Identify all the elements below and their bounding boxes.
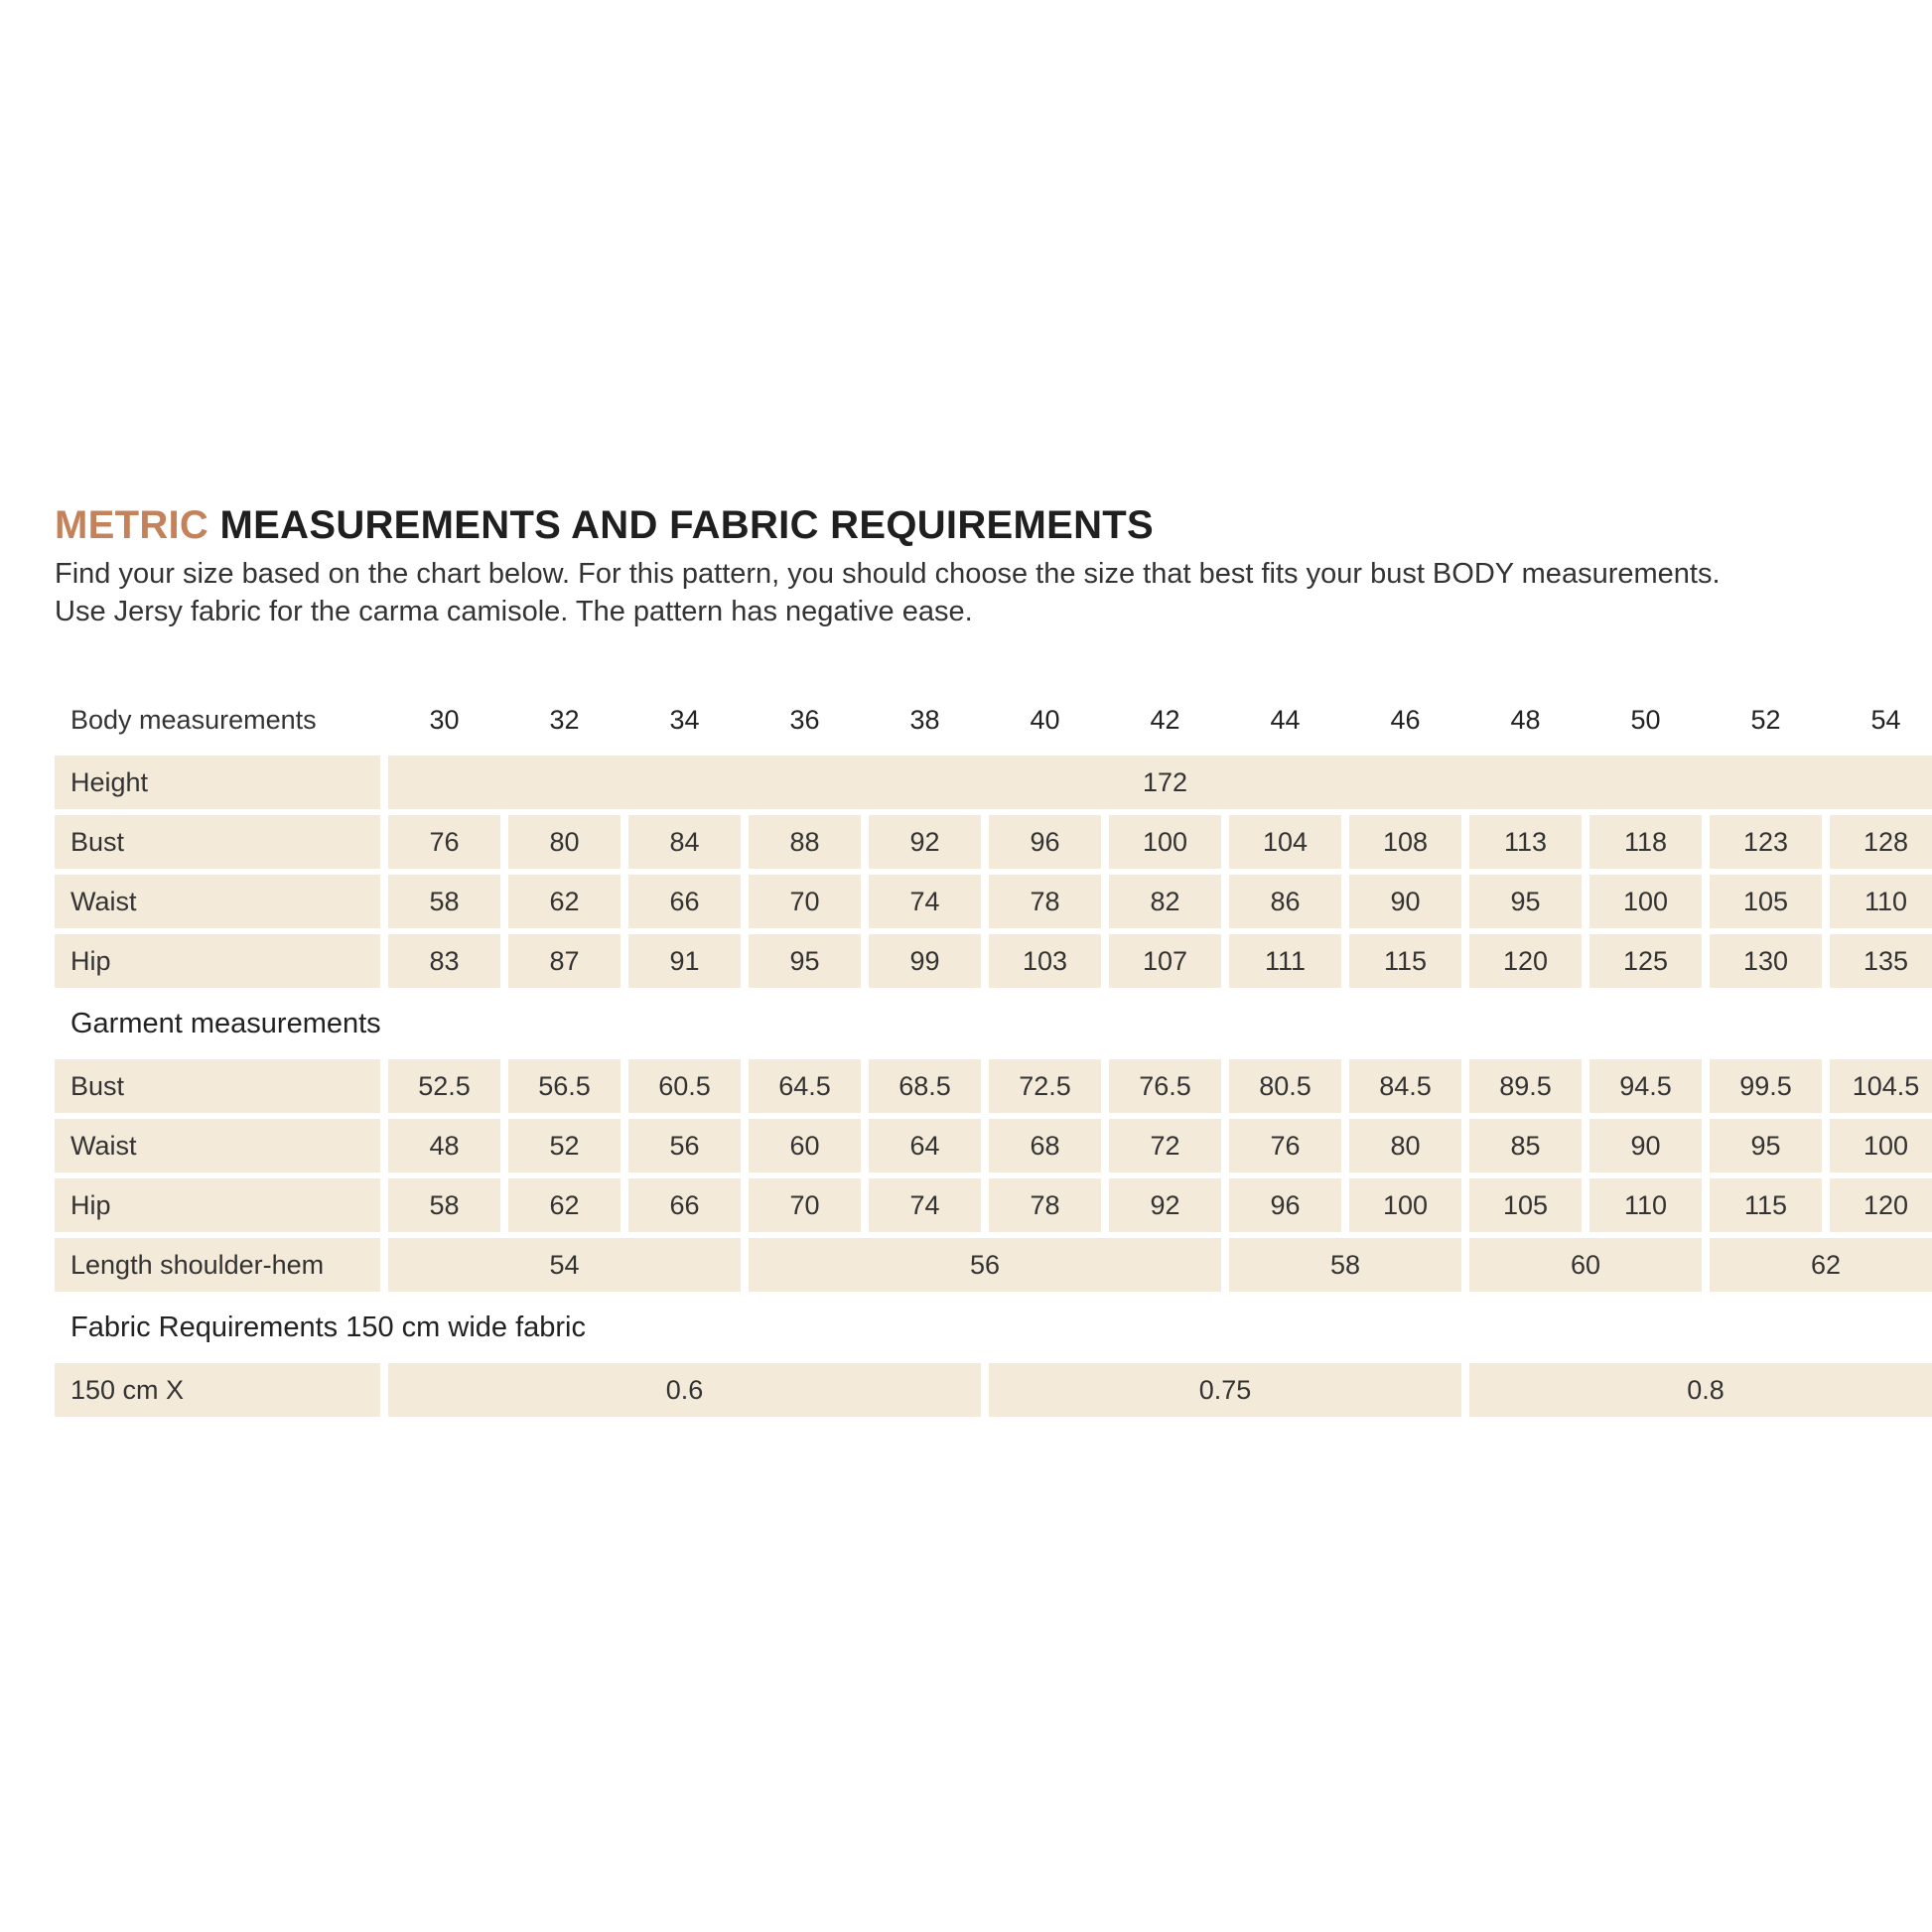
size-header: 30: [429, 704, 460, 735]
table-cell: 92: [869, 815, 981, 869]
table-cell: 74: [869, 1178, 981, 1232]
table-cell: 87: [508, 934, 621, 988]
table-cell: 107: [1109, 934, 1221, 988]
table-cell: 104.5: [1830, 1059, 1932, 1113]
table-cell: 76: [388, 815, 500, 869]
size-chart-table: [55, 690, 1920, 1417]
table-cell: 60.5: [628, 1059, 741, 1113]
table-cell: 115: [1710, 1178, 1822, 1232]
table-cell-merged: 0.6: [388, 1363, 981, 1417]
table-cell: 66: [628, 875, 741, 928]
table-cell: 113: [1469, 815, 1582, 869]
table-cell: 58: [388, 875, 500, 928]
garment-section-title: Garment measurements: [70, 1007, 381, 1039]
table-cell: 68: [989, 1119, 1101, 1173]
table-cell: 70: [749, 1178, 861, 1232]
table-cell: 100: [1109, 815, 1221, 869]
body-measurements-header: Body measurements: [70, 704, 317, 735]
table-cell-merged: 60: [1469, 1238, 1702, 1292]
size-header: 50: [1630, 704, 1661, 735]
table-cell: 64: [869, 1119, 981, 1173]
page-title: [55, 501, 1901, 549]
table-cell: 123: [1710, 815, 1822, 869]
table-cell: 56.5: [508, 1059, 621, 1113]
table-cell: 83: [388, 934, 500, 988]
table-cell: 95: [749, 934, 861, 988]
table-cell: 99: [869, 934, 981, 988]
table-cell: 62: [508, 875, 621, 928]
table-cell: 48: [388, 1119, 500, 1173]
table-cell: 78: [989, 1178, 1101, 1232]
table-cell: 72.5: [989, 1059, 1101, 1113]
table-cell: 103: [989, 934, 1101, 988]
table-cell: 94.5: [1589, 1059, 1702, 1113]
row-label-fabric: 150 cm X: [55, 1363, 380, 1417]
size-header: 44: [1270, 704, 1301, 735]
page-header: [55, 501, 1901, 630]
description-line-2: Use Jersy fabric for the carma camisole. The pattern has negative ease.: [55, 596, 973, 627]
table-cell: 130: [1710, 934, 1822, 988]
size-header: 42: [1150, 704, 1180, 735]
table-cell: 78: [989, 875, 1101, 928]
table-cell: 96: [989, 815, 1101, 869]
table-cell: 99.5: [1710, 1059, 1822, 1113]
size-header: 32: [549, 704, 580, 735]
table-cell: 100: [1589, 875, 1702, 928]
row-label-garment-bust: Bust: [55, 1059, 380, 1113]
row-label-height: Height: [55, 756, 380, 809]
table-cell: 52.5: [388, 1059, 500, 1113]
table-cell: 120: [1469, 934, 1582, 988]
table-cell: 110: [1589, 1178, 1702, 1232]
table-cell: 100: [1349, 1178, 1461, 1232]
table-cell: 108: [1349, 815, 1461, 869]
size-header: 40: [1030, 704, 1060, 735]
table-cell: 92: [1109, 1178, 1221, 1232]
table-cell: 56: [628, 1119, 741, 1173]
table-cell: 66: [628, 1178, 741, 1232]
table-cell: 62: [508, 1178, 621, 1232]
table-cell: 82: [1109, 875, 1221, 928]
table-cell-merged: 0.75: [989, 1363, 1461, 1417]
table-cell: 80: [508, 815, 621, 869]
size-header: 36: [789, 704, 820, 735]
table-cell-merged: 0.8: [1469, 1363, 1932, 1417]
table-cell: 96: [1229, 1178, 1341, 1232]
size-header: 52: [1750, 704, 1781, 735]
size-header: 46: [1390, 704, 1421, 735]
table-cell: 80: [1349, 1119, 1461, 1173]
table-cell: 68.5: [869, 1059, 981, 1113]
table-cell-merged: 58: [1229, 1238, 1461, 1292]
table-cell: 105: [1710, 875, 1822, 928]
table-cell: 95: [1710, 1119, 1822, 1173]
row-label-body-bust: Bust: [55, 815, 380, 869]
table-cell: 90: [1349, 875, 1461, 928]
table-cell: 88: [749, 815, 861, 869]
table-cell: 111: [1229, 934, 1341, 988]
row-label-length-shoulder-hem: Length shoulder-hem: [55, 1238, 380, 1292]
table-cell: 70: [749, 875, 861, 928]
table-cell: 60: [749, 1119, 861, 1173]
table-cell: 76.5: [1109, 1059, 1221, 1113]
table-cell: 85: [1469, 1119, 1582, 1173]
table-cell: 58: [388, 1178, 500, 1232]
size-header: 34: [669, 704, 700, 735]
table-cell-merged: 56: [749, 1238, 1221, 1292]
table-cell: 110: [1830, 875, 1932, 928]
row-label-garment-hip: Hip: [55, 1178, 380, 1232]
title-rest: MEASUREMENTS AND FABRIC REQUIREMENTS: [219, 503, 1155, 547]
table-cell: 89.5: [1469, 1059, 1582, 1113]
table-cell-merged: 62: [1710, 1238, 1932, 1292]
table-cell: 52: [508, 1119, 621, 1173]
description-line-1: Find your size based on the chart below. For this pattern, you should choose the size that best fits your bust BODY measurements.: [55, 558, 1721, 590]
table-cell: 76: [1229, 1119, 1341, 1173]
table-cell: 100: [1830, 1119, 1932, 1173]
table-cell: 105: [1469, 1178, 1582, 1232]
table-cell: 72: [1109, 1119, 1221, 1173]
table-cell-merged: 54: [388, 1238, 741, 1292]
table-cell: 64.5: [749, 1059, 861, 1113]
size-header: 54: [1870, 704, 1901, 735]
table-cell: 128: [1830, 815, 1932, 869]
table-cell: 74: [869, 875, 981, 928]
size-header: 48: [1510, 704, 1541, 735]
table-cell: 91: [628, 934, 741, 988]
table-cell: 104: [1229, 815, 1341, 869]
table-cell: 95: [1469, 875, 1582, 928]
table-cell: 135: [1830, 934, 1932, 988]
row-label-body-waist: Waist: [55, 875, 380, 928]
title-accent: METRIC: [55, 503, 209, 547]
row-label-garment-waist: Waist: [55, 1119, 380, 1173]
table-cell: 84.5: [1349, 1059, 1461, 1113]
size-header: 38: [909, 704, 940, 735]
table-cell: 86: [1229, 875, 1341, 928]
table-cell: 120: [1830, 1178, 1932, 1232]
table-cell: 84: [628, 815, 741, 869]
table-cell: 118: [1589, 815, 1702, 869]
table-cell: 115: [1349, 934, 1461, 988]
table-cell: 90: [1589, 1119, 1702, 1173]
height-value: 172: [388, 756, 1932, 809]
table-cell: 80.5: [1229, 1059, 1341, 1113]
fabric-section-title: Fabric Requirements 150 cm wide fabric: [70, 1311, 586, 1343]
table-cell: 125: [1589, 934, 1702, 988]
row-label-body-hip: Hip: [55, 934, 380, 988]
